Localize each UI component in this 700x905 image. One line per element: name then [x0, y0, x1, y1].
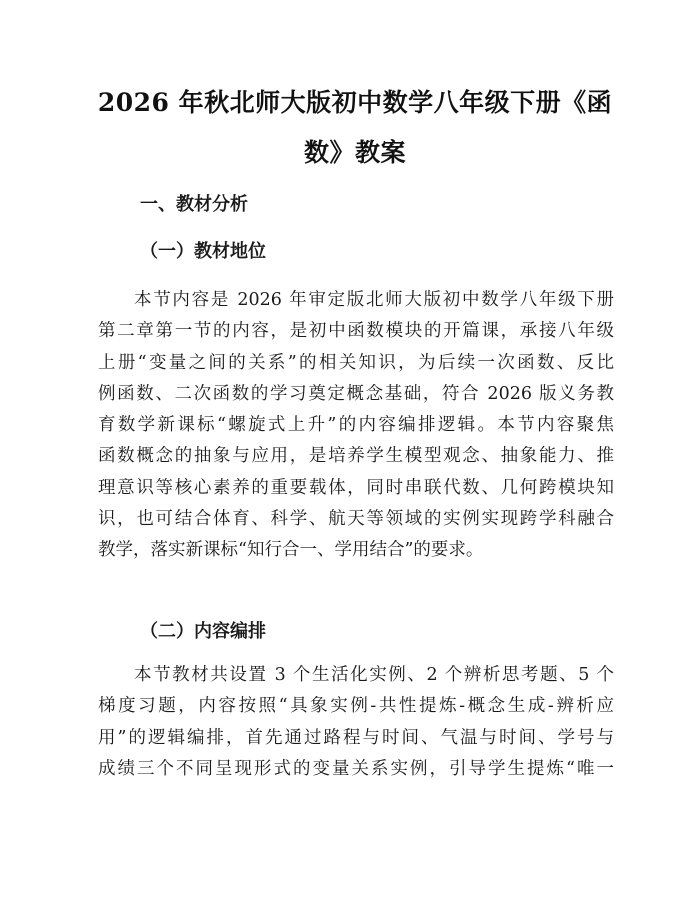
paragraph-line: 识，也可结合体育、科学、航天等领域的实例实现跨学科融合	[98, 509, 614, 530]
paragraph-line: 本节内容是 2026 年审定版北师大版初中数学八年级下册	[134, 290, 614, 310]
paragraph-line: 函数概念的抽象与应用，是培养学生模型观念、抽象能力、推	[98, 446, 614, 467]
paragraph-line: 理意识等核心素养的重要载体，同时串联代数、几何跨模块知	[98, 477, 614, 498]
subsection-heading-textbook-status: （一）教材地位	[140, 241, 266, 262]
paragraph-line: 本节教材共设置 3 个生活化实例、2 个辨析思考题、5 个	[134, 665, 614, 685]
paragraph-line: 育数学新课标“螺旋式上升”的内容编排逻辑。本节内容聚焦	[98, 415, 614, 436]
paragraph-line: 例函数、二次函数的学习奠定概念基础，符合 2026 版义务教	[98, 383, 614, 404]
paragraph-line: 梯度习题，内容按照“具象实例-共性提炼-概念生成-辨析应	[98, 696, 614, 717]
paragraph-content-arrangement	[98, 660, 614, 785]
paragraph-line: 第二章第一节的内容，是初中函数模块的开篇课，承接八年级	[98, 321, 614, 342]
title-line: 数》教案	[303, 138, 406, 167]
document-title	[95, 78, 615, 178]
section-heading-textbook-analysis: 一、教材分析	[140, 194, 248, 215]
paragraph-line: 用”的逻辑编排，首先通过路程与时间、气温与时间、学号与	[98, 727, 614, 748]
paragraph-line: 教学，落实新课标“知行合一、学用结合”的要求。	[98, 540, 484, 561]
title-line: 2026 年秋北师大版初中数学八年级下册《函	[97, 88, 613, 117]
paragraph-textbook-status	[98, 285, 614, 567]
paragraph-line: 成绩三个不同呈现形式的变量关系实例，引导学生提炼“唯一	[98, 758, 614, 779]
paragraph-line: 上册“变量之间的关系”的相关知识，为后续一次函数、反比	[98, 352, 614, 373]
subsection-heading-content-arrangement: （二）内容编排	[140, 621, 266, 642]
